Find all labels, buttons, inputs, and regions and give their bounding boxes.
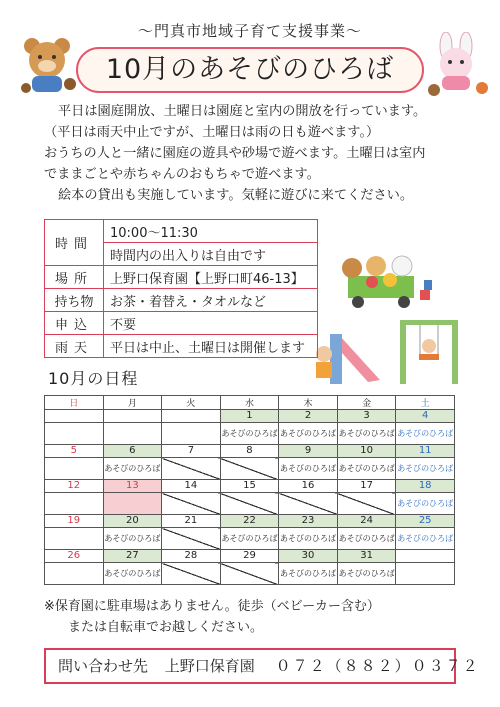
activity-cell-none (279, 493, 338, 515)
activity-cell (45, 458, 104, 480)
info-row-items (45, 289, 318, 312)
activity-cell-holiday (103, 493, 162, 515)
date-cell (45, 410, 104, 423)
intro-line: 平日は園庭開放、土曜日は園庭と室内の開放を行っています。 (58, 104, 427, 119)
activity-cell: あそびのひろば (337, 563, 396, 585)
weekday-header: 金 (337, 396, 396, 410)
date-cell: 2 (279, 410, 338, 423)
date-cell: 25 (396, 515, 455, 528)
date-cell: 27 (103, 550, 162, 563)
weekday-header: 火 (162, 396, 221, 410)
date-cell: 20 (103, 515, 162, 528)
calendar-date-row (45, 515, 455, 528)
calendar-date-row (45, 550, 455, 563)
date-cell: 8 (220, 445, 279, 458)
activity-cell (45, 493, 104, 515)
activity-cell-none (220, 493, 279, 515)
date-cell: 7 (162, 445, 221, 458)
activity-cell: あそびのひろば (103, 458, 162, 480)
weekday-header: 月 (103, 396, 162, 410)
activity-cell: あそびのひろば (220, 528, 279, 550)
date-cell: 19 (45, 515, 104, 528)
date-cell: 23 (279, 515, 338, 528)
date-cell (162, 410, 221, 423)
weekday-header: 土 (396, 396, 455, 410)
bear-illustration (18, 34, 80, 96)
activity-cell-none (220, 563, 279, 585)
date-cell: 29 (220, 550, 279, 563)
time-value: 10:00～11:30 (104, 220, 318, 243)
date-cell: 13 (103, 480, 162, 493)
contact-name: 上野口保育園 (164, 657, 255, 675)
header-subtitle: ～門真市地域子育て支援事業～ (137, 22, 362, 40)
items-value: お茶・着替え・タオルなど (104, 289, 318, 312)
weekday-header: 水 (220, 396, 279, 410)
apply-value: 不要 (104, 312, 318, 335)
date-cell: 4 (396, 410, 455, 423)
activity-cell-none (162, 458, 221, 480)
activity-cell: あそびのひろば (337, 528, 396, 550)
activity-cell: あそびのひろば (396, 493, 455, 515)
date-cell: 5 (45, 445, 104, 458)
time-note: 時間内の出入りは自由です (104, 243, 318, 266)
activity-cell: あそびのひろば (279, 528, 338, 550)
calendar-activity-row (45, 493, 455, 515)
activity-cell: あそびのひろば (103, 563, 162, 585)
activity-cell: あそびのひろば (279, 563, 338, 585)
contact-phone: ０７２（８８２）０３７２ (275, 657, 480, 675)
info-row-rain (45, 335, 318, 358)
activity-cell: あそびのひろば (220, 423, 279, 445)
date-cell: 3 (337, 410, 396, 423)
activity-cell (103, 423, 162, 445)
page-title: 10月のあそびのひろば (76, 47, 424, 93)
calendar-date-row (45, 480, 455, 493)
calendar-activity-row (45, 563, 455, 585)
calendar-header-row (45, 396, 455, 410)
place-label: 場所 (45, 266, 104, 289)
date-cell: 6 (103, 445, 162, 458)
date-cell: 14 (162, 480, 221, 493)
date-cell: 11 (396, 445, 455, 458)
info-row-apply (45, 312, 318, 335)
date-cell: 15 (220, 480, 279, 493)
activity-cell-none (162, 563, 221, 585)
activity-cell (45, 563, 104, 585)
time-label: 時間 (45, 220, 104, 266)
calendar-activity-row (45, 528, 455, 550)
activity-cell: あそびのひろば (337, 423, 396, 445)
activity-cell (45, 528, 104, 550)
rain-label: 雨天 (45, 335, 104, 358)
activity-cell: あそびのひろば (279, 458, 338, 480)
date-cell: 31 (337, 550, 396, 563)
activity-cell-none (337, 493, 396, 515)
contact-label: 問い合わせ先 (58, 657, 149, 675)
date-cell (103, 410, 162, 423)
date-cell: 26 (45, 550, 104, 563)
date-cell: 9 (279, 445, 338, 458)
activity-cell (45, 423, 104, 445)
date-cell: 18 (396, 480, 455, 493)
info-table (44, 219, 318, 358)
items-label: 持ち物 (45, 289, 104, 312)
intro-line: でままごとや赤ちゃんのおもちゃで遊べます。 (44, 167, 320, 182)
calendar-date-row (45, 410, 455, 423)
activity-cell-none (220, 458, 279, 480)
activity-cell: あそびのひろば (279, 423, 338, 445)
date-cell: 22 (220, 515, 279, 528)
activity-cell (396, 563, 455, 585)
weekday-header: 日 (45, 396, 104, 410)
info-row-time (45, 220, 318, 243)
place-value: 上野口保育園【上野口町46-13】 (104, 266, 318, 289)
intro-text (44, 101, 484, 206)
note-line: ※保育園に駐車場はありません。徒歩（ベビーカー含む） (44, 599, 380, 614)
date-cell: 17 (337, 480, 396, 493)
activity-cell: あそびのひろば (337, 458, 396, 480)
intro-line: 絵本の貸出も実施しています。気軽に遊びに来てください。 (58, 188, 414, 203)
calendar-table (44, 395, 455, 585)
parking-notes (44, 596, 380, 638)
date-cell: 16 (279, 480, 338, 493)
activity-cell-none (162, 528, 221, 550)
activity-cell (162, 423, 221, 445)
playground-illustration (306, 316, 462, 392)
calendar-date-row (45, 445, 455, 458)
calendar-activity-row (45, 458, 455, 480)
date-cell: 24 (337, 515, 396, 528)
note-line: または自転車でお越しください。 (68, 620, 264, 635)
date-cell: 30 (279, 550, 338, 563)
activity-cell: あそびのひろば (396, 458, 455, 480)
intro-line: （平日は雨天中止ですが、土曜日は雨の日も遊べます。） (44, 125, 380, 140)
activity-cell-none (162, 493, 221, 515)
date-cell (396, 550, 455, 563)
activity-cell: あそびのひろば (103, 528, 162, 550)
date-cell: 12 (45, 480, 104, 493)
animals-cart-illustration (328, 250, 436, 310)
date-cell: 1 (220, 410, 279, 423)
apply-label: 申込 (45, 312, 104, 335)
date-cell: 10 (337, 445, 396, 458)
intro-line: おうちの人と一緒に園庭の遊具や砂場で遊べます。土曜日は室内 (44, 146, 426, 161)
date-cell: 28 (162, 550, 221, 563)
date-cell: 21 (162, 515, 221, 528)
activity-cell: あそびのひろば (396, 528, 455, 550)
weekday-header: 木 (279, 396, 338, 410)
rain-value: 平日は中止、土曜日は開催します (104, 335, 318, 358)
schedule-title: 10月の日程 (48, 369, 139, 388)
info-row-place (45, 266, 318, 289)
activity-cell: あそびのひろば (396, 423, 455, 445)
rabbit-illustration (424, 32, 490, 98)
calendar-activity-row (45, 423, 455, 445)
contact-box (44, 648, 480, 684)
